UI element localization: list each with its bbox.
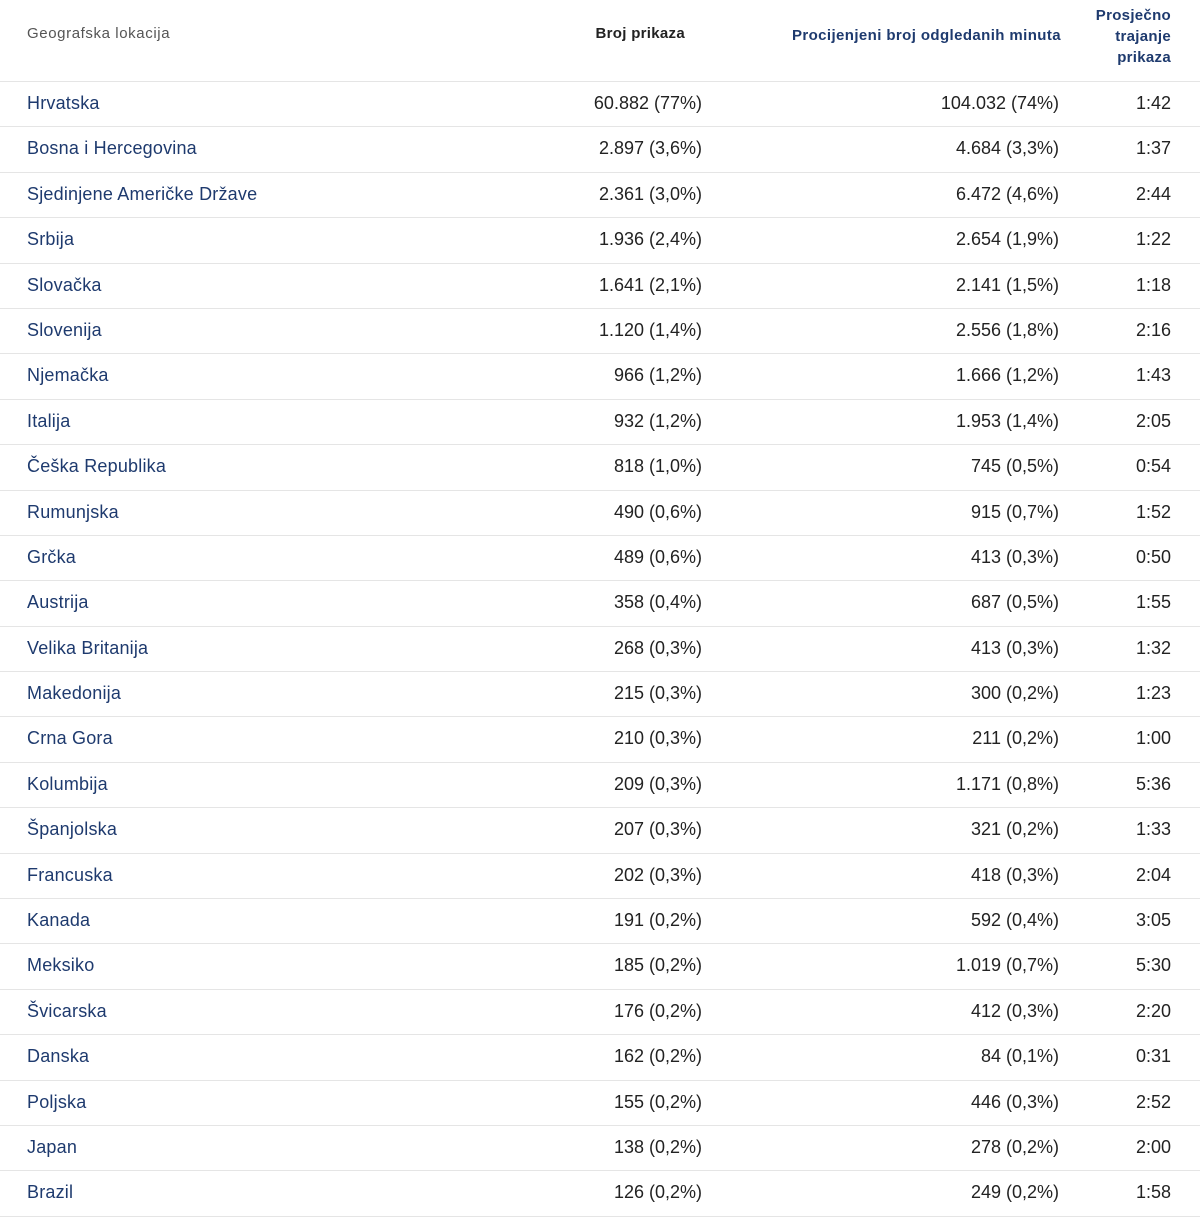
views-value: 60.882 (77%) — [593, 93, 702, 113]
avg-duration-value: 1:42 — [1135, 93, 1171, 113]
views-value: 489 (0,6%) — [613, 546, 702, 567]
watch-minutes-value: 1.171 (0,8%) — [955, 773, 1059, 794]
country-link[interactable]: Kolumbija — [27, 773, 108, 794]
table-header — [0, 0, 1200, 82]
avg-duration-value: 0:31 — [1135, 1046, 1171, 1067]
views-value: 155 (0,2%) — [613, 1091, 702, 1112]
watch-minutes-value: 321 (0,2%) — [970, 819, 1059, 840]
views-value: 490 (0,6%) — [613, 501, 702, 522]
country-link[interactable]: Švicarska — [27, 1000, 107, 1021]
watch-minutes-value: 2.654 (1,9%) — [955, 229, 1059, 250]
table-row — [0, 82, 1200, 127]
country-link[interactable]: Brazil — [27, 1182, 74, 1203]
views-value: 176 (0,2%) — [613, 1000, 702, 1021]
column-header-avg-view-duration[interactable] — [1061, 5, 1171, 68]
views-value: 215 (0,3%) — [613, 683, 702, 704]
avg-duration-value: 0:50 — [1135, 546, 1171, 567]
watch-minutes-value: 6.472 (4,6%) — [955, 183, 1059, 204]
table-row — [0, 990, 1200, 1035]
table-row — [0, 854, 1200, 899]
avg-duration-value: 0:54 — [1135, 456, 1171, 477]
avg-duration-value: 2:52 — [1135, 1091, 1171, 1112]
country-link[interactable]: Sjedinjene Američke Države — [27, 183, 258, 204]
table-row — [0, 581, 1200, 626]
watch-minutes-value: 412 (0,3%) — [970, 1000, 1059, 1021]
avg-duration-value: 1:55 — [1135, 592, 1171, 613]
country-link[interactable]: Srbija — [27, 229, 75, 250]
avg-duration-value: 2:05 — [1135, 410, 1171, 431]
table-row — [0, 1126, 1200, 1171]
views-value: 818 (1,0%) — [613, 456, 702, 477]
views-value: 209 (0,3%) — [613, 773, 702, 794]
column-header-views[interactable]: Broj prikaza — [595, 25, 685, 42]
avg-duration-value: 1:23 — [1135, 683, 1171, 704]
watch-minutes-value: 592 (0,4%) — [970, 910, 1059, 931]
country-link[interactable]: Hrvatska — [27, 93, 100, 113]
table-row — [0, 491, 1200, 536]
table-row — [0, 1081, 1200, 1126]
table-row — [0, 717, 1200, 762]
table-row — [0, 127, 1200, 172]
watch-minutes-value: 1.019 (0,7%) — [955, 955, 1059, 976]
avg-header-line-3: prikaza — [1117, 49, 1171, 66]
watch-minutes-value: 687 (0,5%) — [970, 592, 1059, 613]
table-row — [0, 763, 1200, 808]
avg-duration-value: 2:16 — [1135, 319, 1171, 340]
avg-duration-value: 5:36 — [1135, 773, 1171, 794]
watch-minutes-value: 104.032 (74%) — [940, 93, 1059, 113]
table-row — [0, 218, 1200, 263]
country-link[interactable]: Slovačka — [27, 274, 102, 295]
table-row — [0, 808, 1200, 853]
avg-duration-value: 1:33 — [1135, 819, 1171, 840]
avg-duration-value: 1:22 — [1135, 229, 1171, 250]
watch-minutes-value: 915 (0,7%) — [970, 501, 1059, 522]
watch-minutes-value: 278 (0,2%) — [970, 1136, 1059, 1157]
avg-duration-value: 1:58 — [1135, 1182, 1171, 1203]
column-header-watch-minutes[interactable]: Procijenjeni broj odgledanih minuta — [791, 27, 1061, 44]
watch-minutes-value: 2.141 (1,5%) — [955, 274, 1059, 295]
avg-duration-value: 2:44 — [1135, 183, 1171, 204]
avg-duration-value: 2:04 — [1135, 864, 1171, 885]
country-link[interactable]: Češka Republika — [27, 456, 167, 477]
watch-minutes-value: 84 (0,1%) — [980, 1046, 1059, 1067]
views-value: 1.120 (1,4%) — [598, 319, 702, 340]
watch-minutes-value: 300 (0,2%) — [970, 683, 1059, 704]
avg-header-line-2: trajanje — [1115, 28, 1171, 45]
country-link[interactable]: Japan — [27, 1136, 78, 1157]
views-value: 932 (1,2%) — [613, 410, 702, 431]
avg-duration-value: 3:05 — [1135, 910, 1171, 931]
country-link[interactable]: Španjolska — [27, 819, 118, 840]
table-row — [0, 1035, 1200, 1080]
views-value: 185 (0,2%) — [613, 955, 702, 976]
watch-minutes-value: 4.684 (3,3%) — [955, 138, 1059, 159]
watch-minutes-value: 249 (0,2%) — [970, 1182, 1059, 1203]
views-value: 1.641 (2,1%) — [598, 274, 702, 295]
watch-minutes-value: 1.666 (1,2%) — [955, 365, 1059, 386]
table-row — [0, 309, 1200, 354]
views-value: 207 (0,3%) — [613, 819, 702, 840]
country-link[interactable]: Njemačka — [27, 365, 109, 386]
avg-duration-value: 1:52 — [1135, 501, 1171, 522]
avg-duration-value: 5:30 — [1135, 955, 1171, 976]
table-body — [0, 82, 1200, 1217]
watch-minutes-value: 211 (0,2%) — [972, 728, 1059, 749]
country-link[interactable]: Austrija — [27, 592, 89, 613]
views-value: 2.897 (3,6%) — [598, 138, 702, 159]
avg-duration-value: 2:20 — [1135, 1000, 1171, 1021]
views-value: 210 (0,3%) — [613, 728, 702, 749]
country-link[interactable]: Meksiko — [27, 955, 95, 976]
column-header-geography[interactable]: Geografska lokacija — [27, 25, 171, 42]
watch-minutes-value: 2.556 (1,8%) — [955, 319, 1059, 340]
views-value: 202 (0,3%) — [613, 864, 702, 885]
views-value: 2.361 (3,0%) — [598, 183, 702, 204]
views-value: 966 (1,2%) — [613, 365, 702, 386]
country-link[interactable]: Bosna i Hercegovina — [27, 138, 197, 159]
views-value: 191 (0,2%) — [613, 910, 702, 931]
table-row — [0, 627, 1200, 672]
watch-minutes-value: 1.953 (1,4%) — [955, 410, 1059, 431]
country-link[interactable]: Kanada — [27, 910, 91, 931]
table-row — [0, 899, 1200, 944]
views-value: 162 (0,2%) — [613, 1046, 702, 1067]
country-link[interactable]: Italija — [27, 410, 71, 431]
views-value: 1.936 (2,4%) — [598, 229, 702, 250]
country-link[interactable]: Slovenija — [27, 319, 102, 340]
table-row — [0, 672, 1200, 717]
table-row — [0, 1171, 1200, 1216]
views-value: 138 (0,2%) — [613, 1136, 702, 1157]
views-value: 358 (0,4%) — [613, 592, 702, 613]
watch-minutes-value: 413 (0,3%) — [970, 637, 1059, 658]
avg-header-line-1: Prosječno — [1095, 7, 1171, 24]
country-link[interactable]: Danska — [27, 1046, 90, 1067]
country-link[interactable]: Francuska — [27, 864, 113, 885]
table-row — [0, 173, 1200, 218]
country-link[interactable]: Rumunjska — [27, 501, 119, 522]
table-row — [0, 400, 1200, 445]
table-row — [0, 445, 1200, 490]
avg-duration-value: 1:00 — [1135, 728, 1171, 749]
avg-duration-value: 1:18 — [1135, 274, 1171, 295]
views-value: 268 (0,3%) — [613, 637, 702, 658]
watch-minutes-value: 745 (0,5%) — [970, 456, 1059, 477]
avg-duration-value: 2:00 — [1135, 1136, 1171, 1157]
table-row — [0, 536, 1200, 581]
avg-duration-value: 1:43 — [1135, 365, 1171, 386]
table-row — [0, 944, 1200, 989]
country-link[interactable]: Makedonija — [27, 683, 122, 704]
table-row — [0, 354, 1200, 399]
country-link[interactable]: Poljska — [27, 1091, 87, 1112]
avg-duration-value: 1:32 — [1135, 637, 1171, 658]
country-link[interactable]: Velika Britanija — [27, 637, 149, 658]
table-row — [0, 264, 1200, 309]
country-link[interactable]: Grčka — [27, 546, 77, 567]
watch-minutes-value: 418 (0,3%) — [970, 864, 1059, 885]
avg-duration-value: 1:37 — [1135, 138, 1171, 159]
watch-minutes-value: 413 (0,3%) — [970, 546, 1059, 567]
watch-minutes-value: 446 (0,3%) — [970, 1091, 1059, 1112]
country-link[interactable]: Crna Gora — [27, 728, 113, 749]
views-value: 126 (0,2%) — [613, 1182, 702, 1203]
